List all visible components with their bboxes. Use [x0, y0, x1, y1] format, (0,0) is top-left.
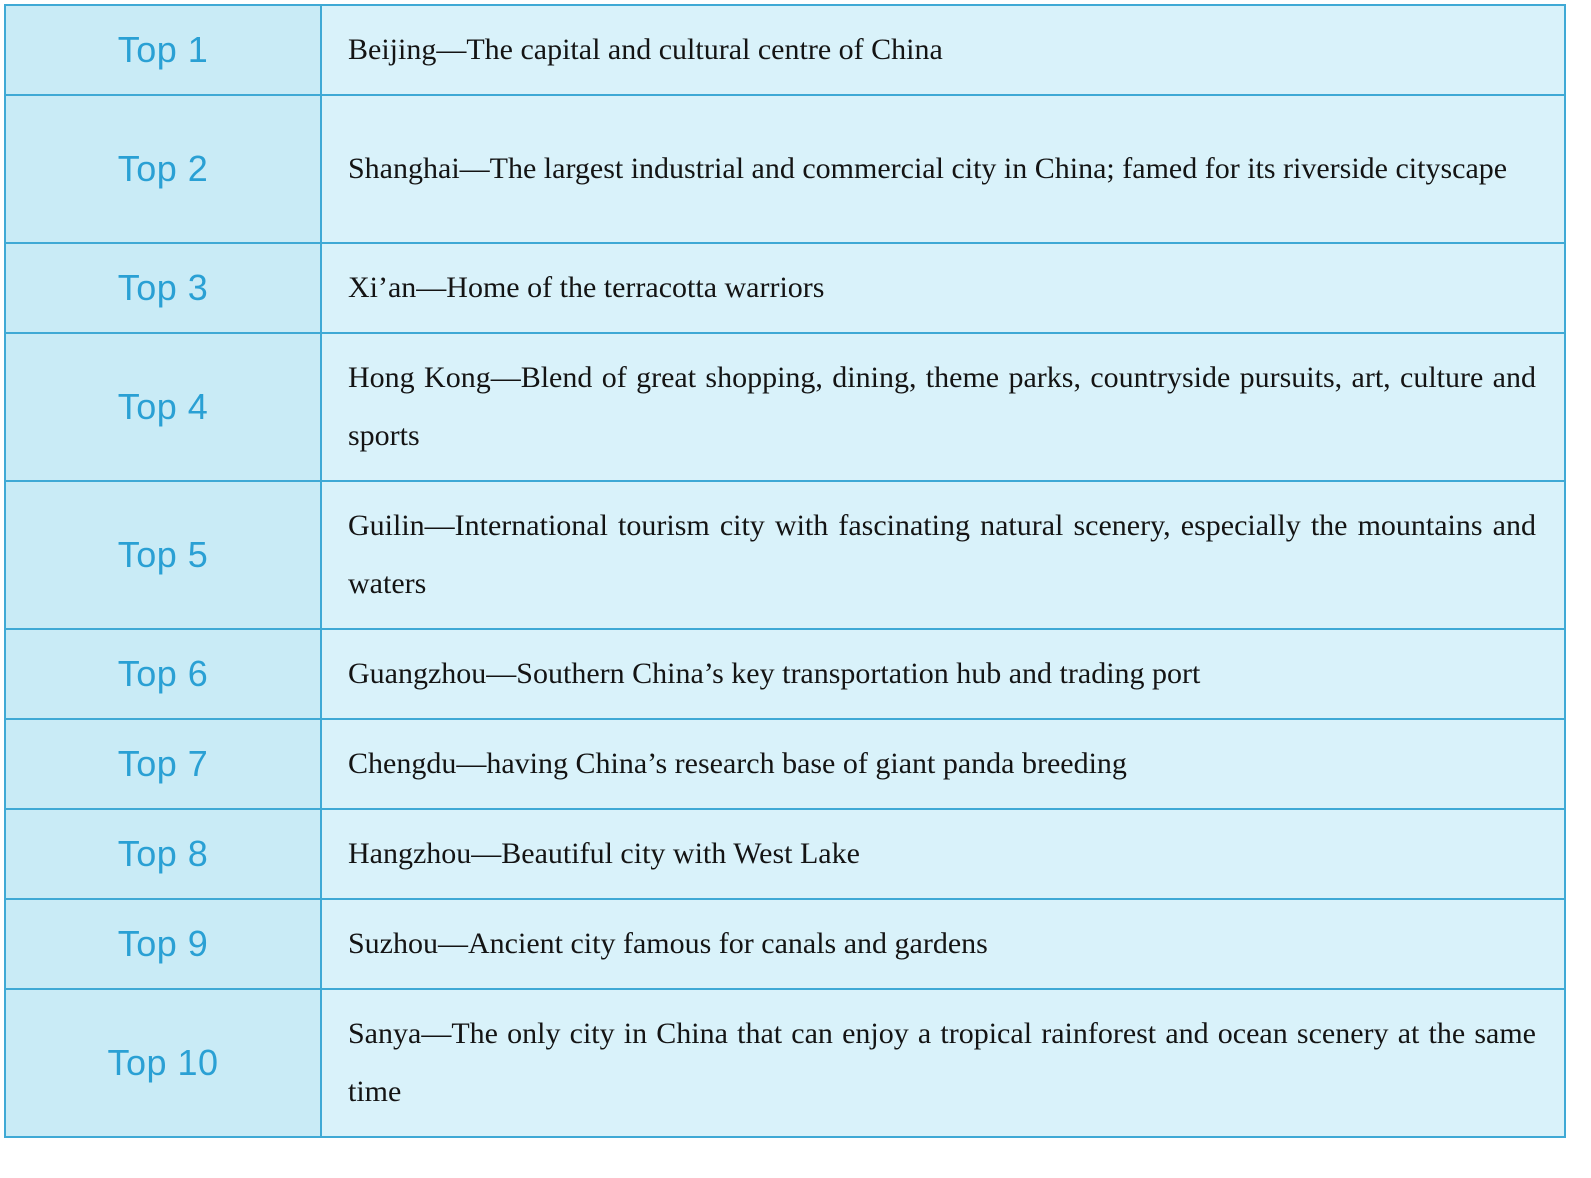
- rank-cell: [5, 5, 321, 95]
- table-row: [5, 629, 1565, 719]
- city-description: Guangzhou—Southern China’s key transportation hub and trading port: [348, 657, 1201, 690]
- city-description: Hangzhou—Beautiful city with West Lake: [348, 837, 860, 870]
- table-row: [5, 899, 1565, 989]
- rank-cell: [5, 95, 321, 243]
- description-cell: [321, 333, 1565, 481]
- rank-label: Top 7: [117, 743, 209, 784]
- rank-cell: [5, 481, 321, 629]
- top-cities-table: [4, 4, 1566, 1138]
- rank-cell: [5, 719, 321, 809]
- description-cell: [321, 95, 1565, 243]
- rank-label: Top 8: [117, 833, 209, 874]
- table-row: [5, 243, 1565, 333]
- table-row: [5, 481, 1565, 629]
- table-row: [5, 333, 1565, 481]
- rank-label: Top 4: [117, 386, 209, 427]
- rank-cell: [5, 333, 321, 481]
- description-cell: [321, 481, 1565, 629]
- city-description: Suzhou—Ancient city famous for canals and gardens: [348, 927, 988, 960]
- table-row: [5, 809, 1565, 899]
- city-description: Chengdu—having China’s research base of giant panda breeding: [348, 747, 1127, 780]
- table-row: [5, 5, 1565, 95]
- city-description: Hong Kong—Blend of great shopping, dining, theme parks, countryside pursuits, art, culture and sports: [348, 361, 1536, 452]
- city-description: Guilin—International tourism city with fascinating natural scenery, especially the mountains and waters: [348, 509, 1536, 600]
- description-cell: [321, 5, 1565, 95]
- description-cell: [321, 629, 1565, 719]
- rank-label: Top 10: [107, 1042, 219, 1083]
- rank-label: Top 1: [117, 29, 209, 70]
- table-row: [5, 989, 1565, 1137]
- description-cell: [321, 989, 1565, 1137]
- city-description: Xi’an—Home of the terracotta warriors: [348, 271, 825, 304]
- rank-label: Top 5: [117, 534, 209, 575]
- city-description: Beijing—The capital and cultural centre of China: [348, 33, 943, 66]
- description-cell: [321, 243, 1565, 333]
- city-description: Sanya—The only city in China that can enjoy a tropical rainforest and ocean scenery at the same time: [348, 1017, 1536, 1108]
- table-row: [5, 719, 1565, 809]
- description-cell: [321, 899, 1565, 989]
- rank-cell: [5, 899, 321, 989]
- rank-label: Top 2: [117, 148, 209, 189]
- rank-cell: [5, 243, 321, 333]
- rank-cell: [5, 629, 321, 719]
- table-row: [5, 95, 1565, 243]
- rank-label: Top 3: [117, 267, 209, 308]
- rank-cell: [5, 989, 321, 1137]
- rank-label: Top 9: [117, 923, 209, 964]
- description-cell: [321, 719, 1565, 809]
- rank-label: Top 6: [117, 653, 209, 694]
- city-description: Shanghai—The largest industrial and commercial city in China; famed for its riverside cityscape: [348, 152, 1508, 185]
- rank-cell: [5, 809, 321, 899]
- description-cell: [321, 809, 1565, 899]
